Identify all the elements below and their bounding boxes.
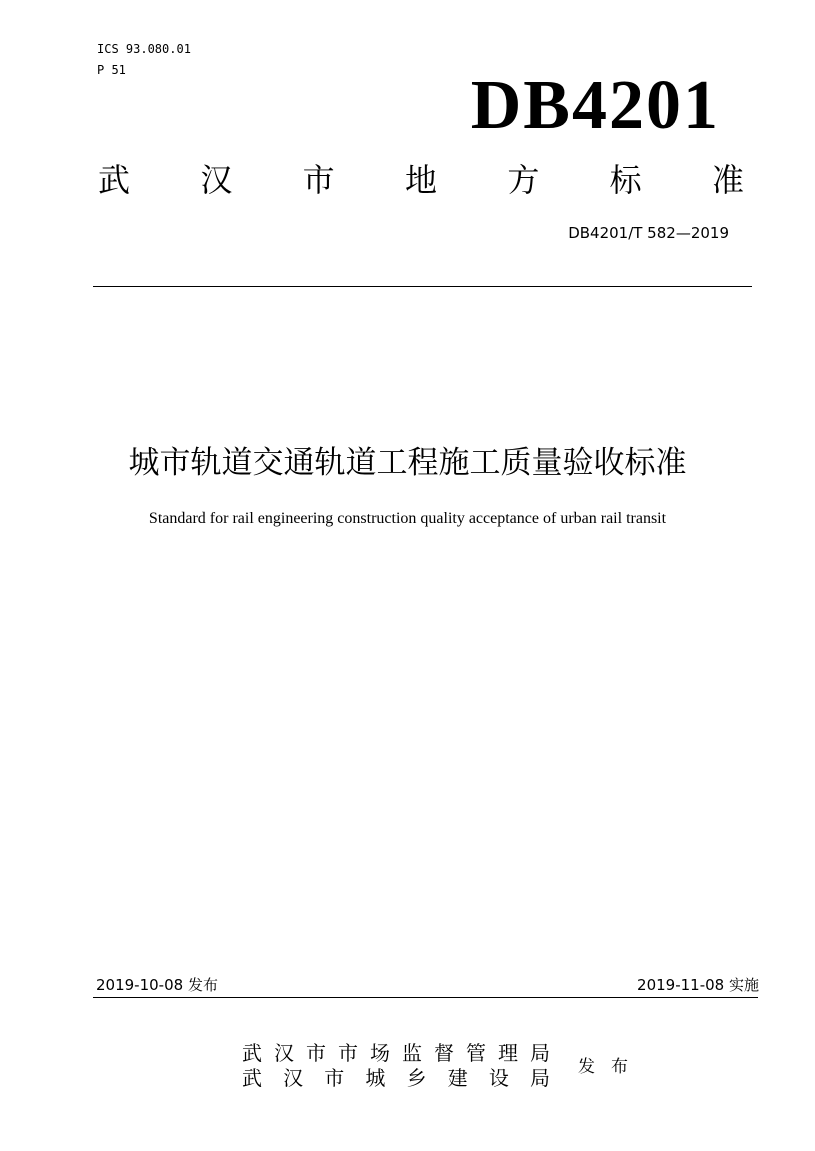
issuer-market-supervision [242, 1040, 550, 1066]
issuer-char: 场 [370, 1041, 390, 1065]
footer-divider [93, 997, 758, 998]
title-english: Standard for rail engineering construction quality acceptance of urban rail transit [148, 510, 667, 527]
issuer-char: 市 [324, 1066, 345, 1090]
issuer-char: 城 [365, 1066, 386, 1090]
issuer-char: 建 [447, 1066, 468, 1090]
issuer-char: 市 [306, 1041, 326, 1065]
issuer-urban-rural-construction [242, 1065, 550, 1091]
ics-code: ICS 93.080.01 [97, 42, 191, 56]
issuer-char: 汉 [274, 1041, 294, 1065]
issuer-char: 督 [434, 1041, 454, 1065]
standard-type-char: 地 [404, 161, 437, 199]
issuer-char: 武 [242, 1041, 262, 1065]
standard-type-char: 市 [302, 161, 335, 199]
issuer-char: 监 [402, 1041, 422, 1065]
issuer-char: 乡 [406, 1066, 427, 1090]
standard-type-char: 准 [711, 161, 744, 199]
issuer-char: 设 [488, 1066, 509, 1090]
implement-date: 2019-11-08 实施 [637, 976, 759, 994]
ccs-code: P 51 [97, 63, 126, 77]
issuer-char: 局 [529, 1066, 550, 1090]
issuer-char: 管 [466, 1041, 486, 1065]
issuer-char: 理 [498, 1041, 518, 1065]
issuer-char: 市 [338, 1041, 358, 1065]
issuer-char: 汉 [283, 1066, 304, 1090]
standard-type-char: 汉 [200, 161, 233, 199]
publish-date: 2019-10-08 发布 [96, 976, 218, 994]
standard-type-char: 方 [507, 161, 540, 199]
standard-number: DB4201/T 582—2019 [568, 224, 729, 242]
standard-type [98, 157, 744, 203]
standard-type-char: 标 [609, 161, 642, 199]
issuer-char: 武 [242, 1066, 262, 1090]
publish-label: 发布 [578, 1057, 644, 1077]
title-chinese: 城市轨道交通轨道工程施工质量验收标准 [128, 445, 687, 481]
issuer-char: 局 [530, 1041, 550, 1065]
standard-type-char: 武 [98, 161, 131, 199]
standard-code: DB4201 [470, 67, 720, 144]
header-divider [93, 286, 752, 287]
